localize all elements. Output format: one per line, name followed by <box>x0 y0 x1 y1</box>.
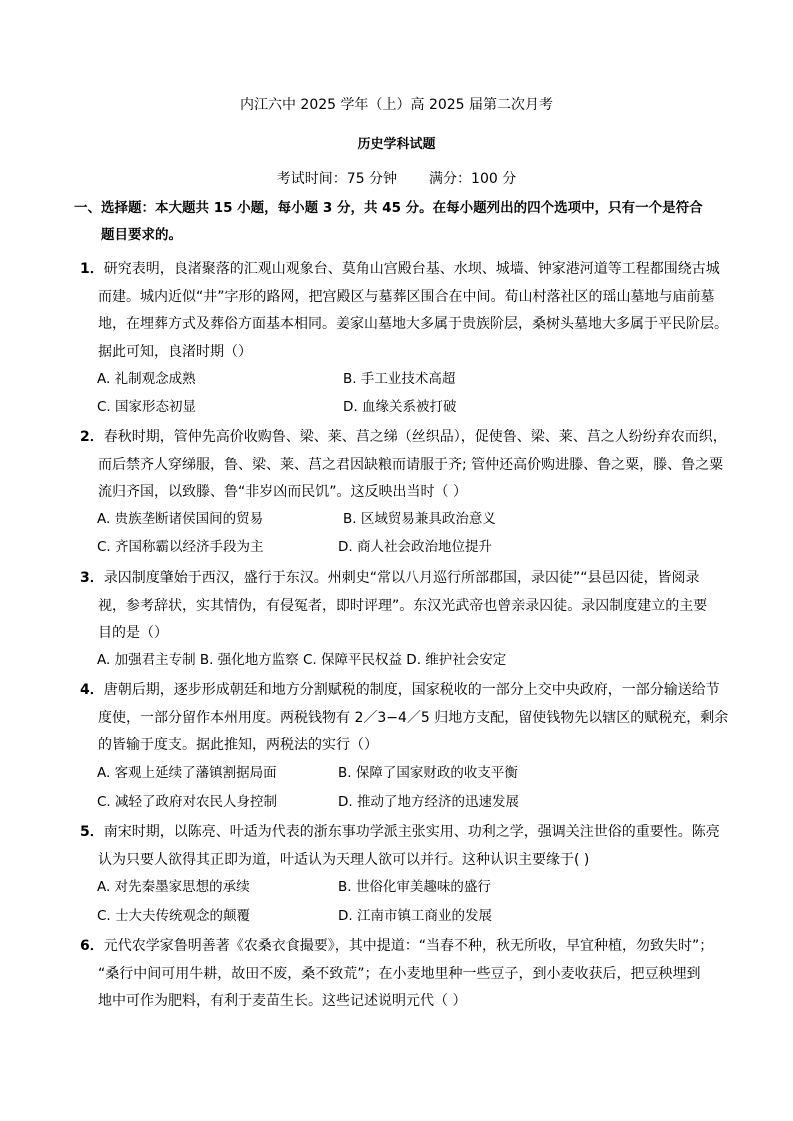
option-1c[interactable]: C. 国家形态初显 <box>97 399 197 415</box>
question-text-line: 目的是（） <box>98 625 168 641</box>
question-text-line: 研究表明，良渚聚落的汇观山观象台、莫角山宫殿台基、水坝、城墙、钟家港河道等工程都围绕古城 <box>103 261 720 277</box>
question-2 <box>80 424 740 507</box>
question-5 <box>80 819 740 874</box>
exam-header-school: 内江六中 2025 学年（上）高 2025 届第二次月考 <box>239 97 554 113</box>
question-text-line: 唐朝后期，逐步形成朝廷和地方分割赋税的制度，国家税收的一部分上交中央政府，一部分输送给节 <box>103 682 720 698</box>
question-text-line: 录囚制度肇始于西汉，盛行于东汉。州刺史“常以八月巡行所部郡国，录囚徒”“县邑囚徒，皆阅录 <box>103 570 700 586</box>
option-5d[interactable]: D. 江南市镇工商业的发展 <box>338 908 492 924</box>
question-1 <box>80 256 740 366</box>
question-text-line: 而建。城内近似“井”字形的路网，把宫殿区与墓葬区围合在中间。荀山村落社区的瑶山墓地与庙前墓 <box>98 288 715 305</box>
question-3 <box>80 565 740 648</box>
question-text-line: 地，在埋葬方式及葬俗方面基本相同。姜家山墓地大多属于贵族阶层，桑树头墓地大多属于平民阶层。 <box>98 316 728 332</box>
option-4c[interactable]: C. 减轻了政府对农民人身控制 <box>97 794 278 810</box>
question-number: 2． <box>80 429 104 445</box>
question-text-line: 地中可作为肥料，有利于麦苗生长。这些记述说明元代（ ） <box>98 993 467 1009</box>
option-1a[interactable]: A. 礼制观念成熟 <box>97 371 196 387</box>
question-number: 5． <box>80 824 104 840</box>
exam-subject-title: 历史学科试题 <box>357 137 436 152</box>
question-text-line: 流归齐国，以致滕、鲁“非岁凶而民饥”。这反映出当时（ ） <box>98 484 467 500</box>
option-2b[interactable]: B. 区域贸易兼具政治意义 <box>343 511 496 527</box>
option-4b[interactable]: B. 保障了国家财政的收支平衡 <box>338 765 518 781</box>
option-2c[interactable]: C. 齐国称霸以经济手段为主 <box>97 539 264 555</box>
option-2a[interactable]: A. 贵族垄断诸侯国间的贸易 <box>97 511 264 527</box>
exam-score: 满分：100 分 <box>429 171 517 187</box>
option-2d[interactable]: D. 商人社会政治地位提升 <box>338 539 492 555</box>
option-5c[interactable]: C. 士大夫传统观念的颠覆 <box>97 908 251 924</box>
option-5a[interactable]: A. 对先秦墨家思想的承续 <box>97 879 250 895</box>
question-number: 6． <box>80 938 104 954</box>
question-text-line: 元代农学家鲁明善著《农桑衣食撮要》，其中提道：“当春不种，秋无所收，早宜种植，勿致失时”； <box>103 938 714 954</box>
question-text-line: 的皆输于度支。据此推知，两税法的实行（） <box>98 737 378 753</box>
options-3-inline[interactable]: A. 加强君主专制 B. 强化地方监察 C. 保障平民权益 D. 维护社会安定 <box>97 652 507 668</box>
question-number: 4． <box>80 682 104 698</box>
question-text-line: 视，参考辞状，实其情伪，有侵冤者，即时评理”。东汉光武帝也曾亲录囚徒。录囚制度建立的主要 <box>98 597 708 614</box>
option-1b[interactable]: B. 手工业技术高超 <box>343 371 456 387</box>
question-text-line: 据此可知，良渚时期（） <box>98 343 252 360</box>
option-4a[interactable]: A. 客观上延续了藩镇割据局面 <box>97 765 277 781</box>
question-text-line: 春秋时期，管仲先高价收购鲁、梁、莱、莒之绨（丝织品），促使鲁、梁、莱、莒之人纷纷弃农而织， <box>103 429 727 445</box>
question-text-line: 认为只要人欲得其正即为道，叶适认为天理人欲可以并行。这种认识主要缘于( ) <box>98 851 590 868</box>
question-4 <box>80 677 740 760</box>
exam-time-score <box>0 169 793 189</box>
exam-time: 考试时间：75 分钟 <box>276 171 398 187</box>
section-line-2: 题目要求的。 <box>101 227 182 243</box>
option-4d[interactable]: D. 推动了地方经济的迅速发展 <box>338 794 519 810</box>
question-text-line: 度使，一部分留作本州用度。两税钱物有 2／3−4／5 归地方支配，留使钱物先以辖区的赋税充，剩余 <box>98 709 729 726</box>
question-text-line: 而后禁齐人穿绨服，鲁、梁、莱、莒之君因缺粮而请服于齐; 管仲还高价购进滕、鲁之粟，滕、鲁之粟 <box>98 456 724 473</box>
section-instructions <box>74 195 724 249</box>
question-text-line: 南宋时期，以陈亮、叶适为代表的浙东事功学派主张实用、功利之学，强调关注世俗的重要性。陈亮 <box>103 824 720 840</box>
question-text-line: “桑行中间可用牛耕，故田不废，桑不致荒”；在小麦地里种一些豆子，到小麦收获后，把豆秧埋到 <box>98 965 701 982</box>
question-number: 3． <box>80 570 104 586</box>
question-number: 1． <box>80 261 104 277</box>
option-5b[interactable]: B. 世俗化审美趣味的盛行 <box>338 879 491 895</box>
question-6 <box>80 933 740 1016</box>
section-line-1: 一、选择题：本大题共 15 小题，每小题 3 分，共 45 分。在每小题列出的四个选项中，只有一个是符合 <box>74 200 703 216</box>
option-1d[interactable]: D. 血缘关系被打破 <box>343 399 457 415</box>
